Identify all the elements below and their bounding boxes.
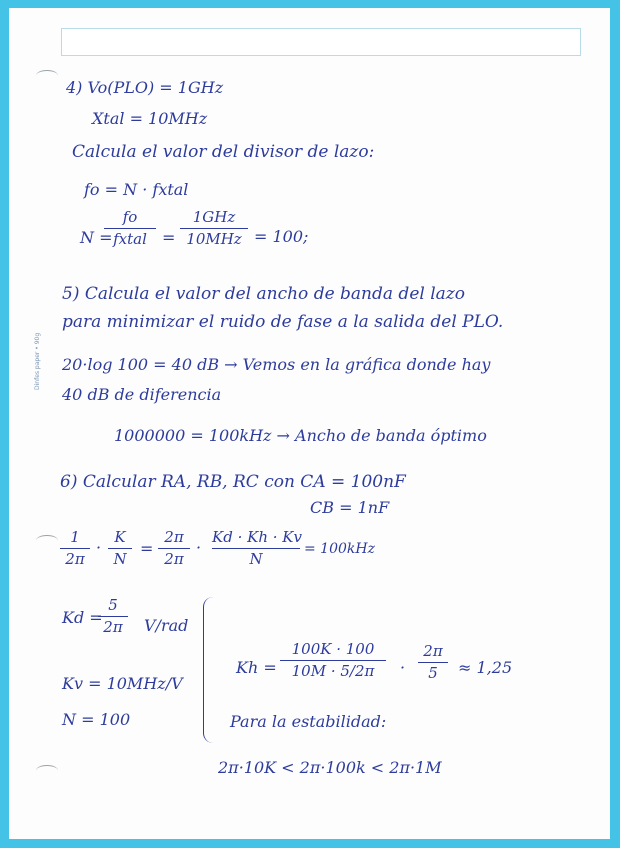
q4-fraction-fo bbox=[104, 210, 156, 247]
q6-frac-kd-kh-kv-den: N bbox=[249, 550, 263, 568]
binder-hole-mark bbox=[36, 70, 58, 81]
q4-fraction-ghz-num: 1GHz bbox=[192, 208, 236, 226]
q6-frac-kd-kh-kv bbox=[212, 530, 300, 567]
fraction-bar bbox=[108, 548, 132, 549]
q6-equals: = bbox=[140, 539, 154, 558]
kh-frac-2pi-5-den: 5 bbox=[428, 664, 438, 682]
q6-frac-1-2pi-num: 1 bbox=[70, 528, 80, 546]
kh-fraction bbox=[280, 642, 386, 679]
binder-hole-mark bbox=[36, 765, 58, 776]
kd-fraction bbox=[98, 598, 128, 635]
kh-lhs: Kh = bbox=[236, 658, 277, 677]
fraction-bar bbox=[418, 662, 448, 663]
fraction-bar bbox=[280, 660, 386, 661]
n-value: N = 100 bbox=[62, 710, 131, 729]
kd-lhs: Kd = bbox=[62, 608, 103, 627]
kd-fraction-num: 5 bbox=[108, 596, 118, 614]
fraction-bar bbox=[180, 228, 248, 229]
paper-brand-label: Dinfes paper • 90g bbox=[34, 332, 41, 390]
kd-fraction-den: 2π bbox=[103, 618, 123, 636]
q6-frac-k-n-num: K bbox=[114, 528, 126, 546]
q6-frac-kd-kh-kv-num: Kd · Kh · Kv bbox=[212, 528, 302, 546]
kd-unit: V/rad bbox=[144, 616, 189, 635]
brace bbox=[203, 597, 216, 743]
q6-result: = 100kHz bbox=[304, 541, 375, 557]
q6-header: 6) Calcular RA, RB, RC con CA = 100nF bbox=[60, 472, 406, 492]
kh-dot: · bbox=[400, 658, 406, 677]
q5-db-calc: 20·log 100 = 40 dB → Vemos en la gráfica donde hay bbox=[62, 355, 491, 374]
fraction-bar bbox=[98, 616, 128, 617]
q6-frac-1-2pi-den: 2π bbox=[65, 550, 85, 568]
fraction-bar bbox=[158, 548, 190, 549]
q4-fraction-ghz-den: 10MHz bbox=[186, 230, 242, 248]
q5-bandwidth: 1000000 = 100kHz → Ancho de banda óptimo bbox=[114, 426, 487, 445]
q5-subheader: para minimizar el ruido de fase a la salida del PLO. bbox=[62, 312, 504, 332]
q4-fraction-fo-den: fxtal bbox=[113, 230, 147, 248]
q6-frac-2pi-2pi-den: 2π bbox=[164, 550, 184, 568]
q4-equals: = bbox=[162, 228, 176, 247]
q4-prompt: Calcula el valor del divisor de lazo: bbox=[72, 142, 375, 162]
kh-fraction-num: 100K · 100 bbox=[291, 640, 375, 658]
q4-fraction-ghz bbox=[180, 210, 248, 247]
q6-dot: · bbox=[96, 538, 102, 557]
q4-xtal: Xtal = 10MHz bbox=[92, 109, 208, 128]
stability-label: Para la estabilidad: bbox=[230, 712, 387, 731]
q6-frac-2pi-2pi bbox=[158, 530, 190, 567]
binder-hole-mark bbox=[36, 535, 58, 546]
kh-frac-2pi-5 bbox=[418, 644, 448, 681]
q6-frac-1-2pi bbox=[60, 530, 90, 567]
q4-header: 4) Vo(PLO) = 1GHz bbox=[66, 78, 224, 97]
q4-eq-fo: fo = N · fxtal bbox=[84, 180, 189, 199]
q6-dot: · bbox=[196, 538, 202, 557]
q4-fraction-fo-num: fo bbox=[122, 208, 138, 226]
header-box bbox=[61, 28, 581, 56]
q6-cb: CB = 1nF bbox=[310, 498, 390, 517]
q6-frac-2pi-2pi-num: 2π bbox=[164, 528, 184, 546]
q4-n-lhs: N = bbox=[80, 228, 113, 247]
kh-fraction-den: 10M · 5/2π bbox=[291, 662, 375, 680]
q6-frac-k-n bbox=[108, 530, 132, 567]
q6-frac-k-n-den: N bbox=[113, 550, 127, 568]
stability-inequality: 2π·10K < 2π·100k < 2π·1M bbox=[218, 758, 442, 777]
fraction-bar bbox=[60, 548, 90, 549]
kh-frac-2pi-5-num: 2π bbox=[423, 642, 443, 660]
q5-header: 5) Calcula el valor del ancho de banda del lazo bbox=[62, 284, 465, 304]
fraction-bar bbox=[104, 228, 156, 229]
fraction-bar bbox=[212, 548, 300, 549]
kh-result: ≈ 1,25 bbox=[458, 658, 513, 677]
q4-result: = 100; bbox=[254, 227, 309, 246]
kv-value: Kv = 10MHz/V bbox=[62, 674, 183, 693]
q5-db-diff: 40 dB de diferencia bbox=[62, 385, 222, 404]
